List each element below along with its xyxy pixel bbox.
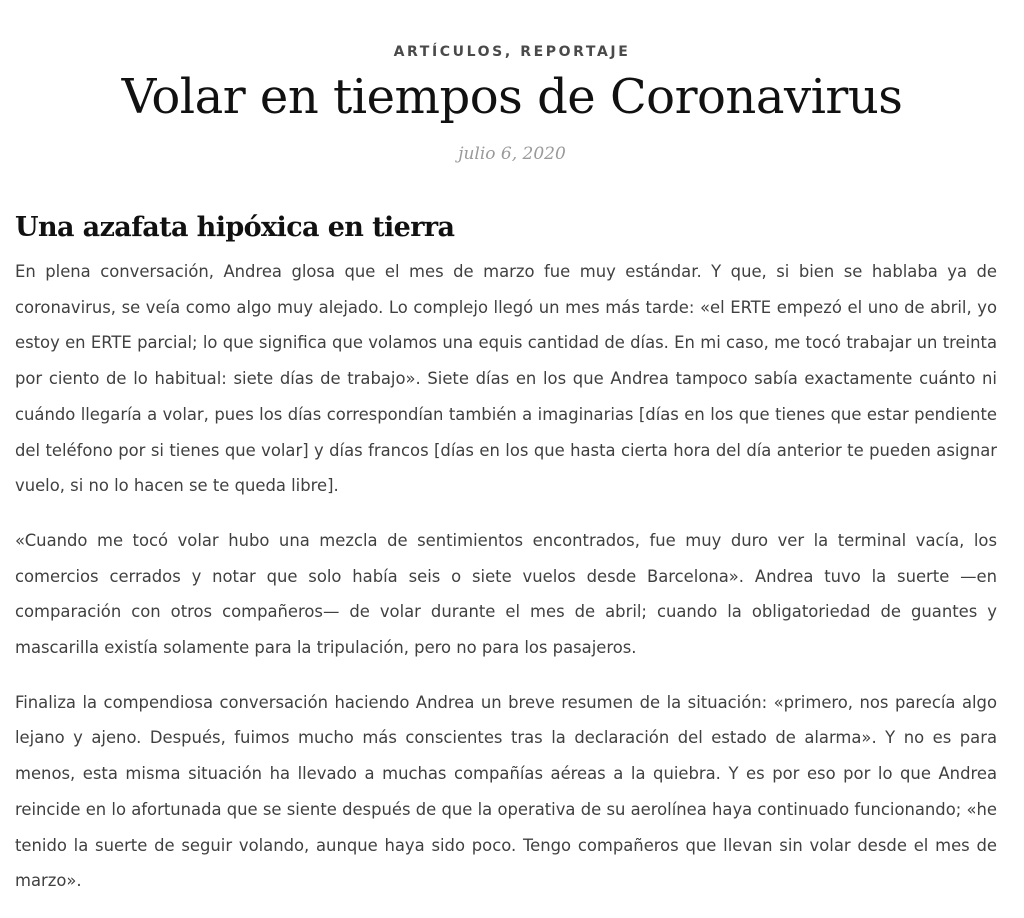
- post-title: Volar en tiempos de Coronavirus: [121, 69, 903, 125]
- article-paragraph: «Cuando me tocó volar hubo una mezcla de sentimientos encontrados, fue muy duro ver la terminal vacía, los comercios cerrados y notar que solo había seis o siete vuelos desde Barcelona». Andrea tuvo la suerte —en comparación con otros compañeros— de volar durante el mes de abril; cuando la obligatoriedad de guantes y mascarilla existía solamente para la tripulación, pero no para los pasajeros.: [15, 530, 997, 658]
- article-body: [15, 208, 997, 918]
- section-heading: Una azafata hipóxica en tierra: [15, 212, 455, 243]
- post-date: julio 6, 2020: [458, 144, 566, 164]
- category-link-articulos[interactable]: ARTÍCULOS: [393, 44, 505, 60]
- article-paragraph: En plena conversación, Andrea glosa que el mes de marzo fue muy estándar. Y que, si bien se hablaba ya de coronavirus, se veía como algo muy alejado. Lo complejo llegó un mes más tarde: «el ERTE empezó el uno de abril, yo estoy en ERTE parcial; lo que significa que volamos una equis cantidad de días. En mi caso, me tocó trabajar un treinta por ciento de lo habitual: siete días de trabajo». Siete días en los que Andrea tampoco sabía exactamente cuánto ni cuándo llegaría a volar, pues los días correspondían también a imaginarias [días en los que tienes que estar pendiente del teléfono por si tienes que volar] y días francos [días en los que hasta cierta hora del día anterior te pueden asignar vuelo, si no lo hacen se te queda libre].: [15, 262, 997, 496]
- category-link-reportaje[interactable]: REPORTAJE: [520, 44, 631, 60]
- article-paragraph: Finaliza la compendiosa conversación haciendo Andrea un breve resumen de la situación: «primero, nos parecía algo lejano y ajeno. Después, fuimos mucho más conscientes tras la declaración del estado de alarma». Y no es para menos, esta misma situación ha llevado a muchas compañías aéreas a la quiebra. Y es por eso por lo que Andrea reincide en lo afortunada que se siente después de que la operativa de su aerolínea haya continuado funcionando; «he tenido la suerte de seguir volando, aunque haya sido poco. Tengo compañeros que llevan sin volar desde el mes de marzo».: [15, 692, 997, 891]
- post-categories: [0, 42, 1024, 62]
- post-header: [0, 0, 1024, 166]
- category-separator: ,: [504, 44, 521, 60]
